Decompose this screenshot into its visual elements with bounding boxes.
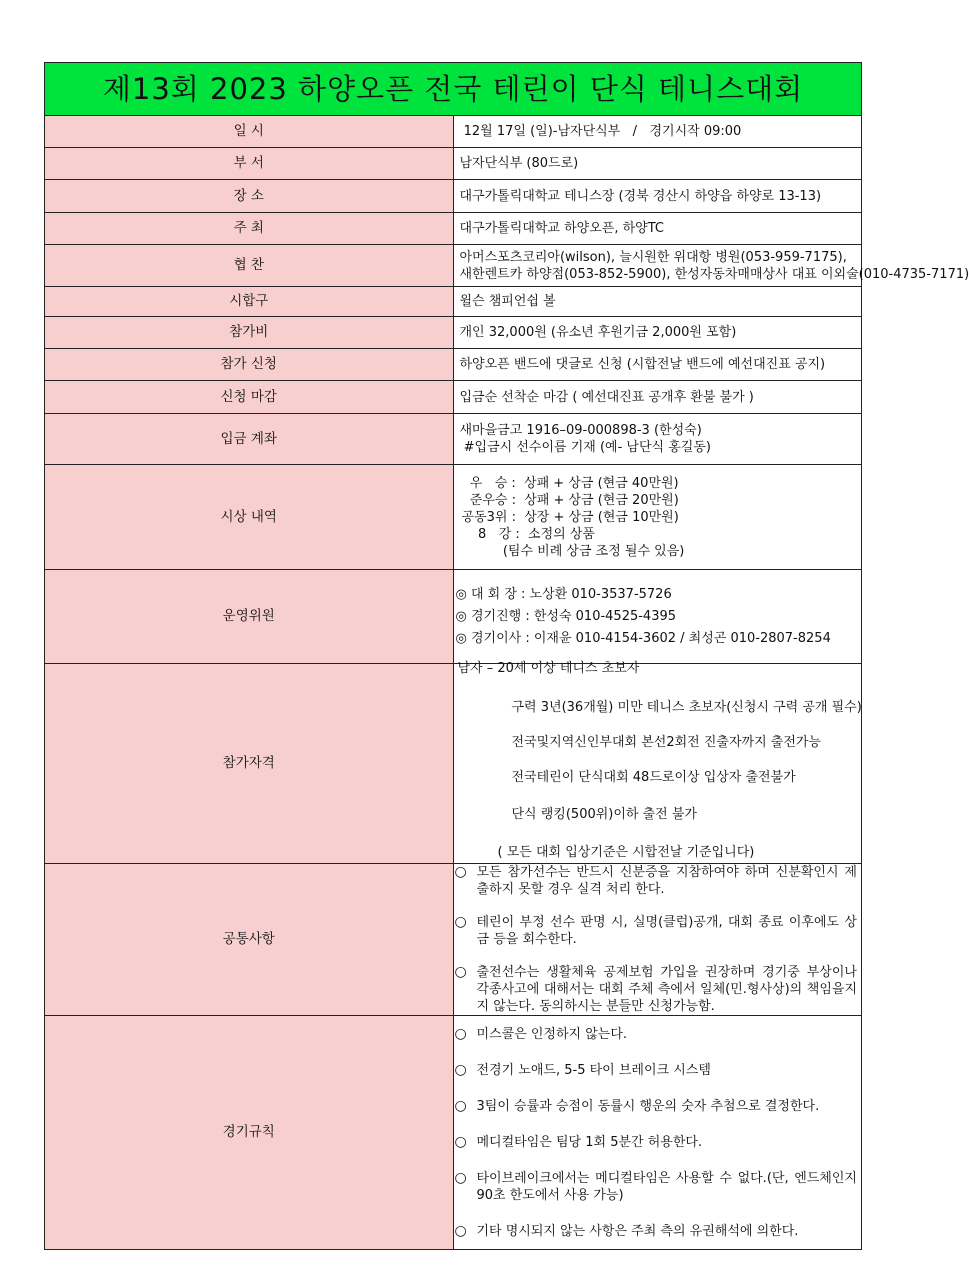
common-item-text: 출전선수는 생활체육 공제보험 가입을 권장하며 경기중 부상이나 각종사고에 대해서는 대회 주체 측에서 일체(민.형사상)의 책임을지지 않는다. 동의하시는 분들만 신청가능함. (476, 965, 857, 1014)
sponsor-line: 아머스포츠코리아(wilson), 늘시원한 위대항 병원(053-959-7175), (459, 249, 847, 265)
rule-item-text: 미스콜은 인정하지 않는다. (476, 1026, 628, 1042)
page-title: 제13회 2023 하양오픈 전국 테린이 단식 테니스대회 (45, 63, 862, 116)
qualification-summary: 남자 – 20세 이상 테니스 초보자 (457, 661, 640, 676)
account-note: #입금시 선수이름 기재 (예- 남단식 홍길동) (459, 440, 711, 455)
circle-bullet-icon: ○ (454, 864, 467, 880)
sponsor-label: 협 찬 (45, 245, 454, 287)
ball-label: 시합구 (45, 287, 454, 317)
common-item-text: 테린이 부정 선수 판명 시, 실명(클럽)공개, 대회 종료 이후에도 상금 등을 회수한다. (476, 915, 857, 947)
common-item-text: 모든 참가선수는 반드시 신분증을 지참하여야 하며 신분확인시 제출하지 못할 경우 실격 처리 한다. (476, 865, 857, 897)
common-label: 공통사항 (45, 864, 454, 1016)
prize-line: 공동3위 : 상장 + 상금 (현금 10만원) (461, 509, 679, 525)
prize-line: 준우승 : 상패 + 상금 (현금 20만원) (461, 492, 679, 508)
division-label: 부 서 (45, 148, 454, 180)
tournament-notice (44, 62, 969, 1250)
host-label: 주 최 (45, 213, 454, 245)
prize-line: 우 승 : 상패 + 상금 (현금 40만원) (461, 475, 679, 491)
qualification-item: 단식 랭킹(500위)이하 출전 불가 (511, 807, 697, 822)
prize-note: (팀수 비례 상금 조정 될수 있음) (461, 543, 685, 559)
circle-bullet-icon: ○ (454, 914, 467, 930)
rule-item (455, 1026, 862, 1043)
deadline-value: 입금순 선착순 마감 ( 예선대진표 공개후 환불 불가 ) (453, 381, 862, 414)
notice-table (44, 62, 969, 1250)
prize-line: 8 강 : 소정의 상품 (461, 526, 595, 542)
rule-item (455, 1098, 862, 1115)
circle-bullet-icon: ○ (454, 1133, 467, 1150)
circle-bullet-icon: ○ (454, 1097, 467, 1114)
committee-member: ◎ 대 회 장 : 노상환 010-3537-5726 (455, 586, 672, 602)
rule-item-text: 기타 명시되지 않는 사항은 주최 측의 유권해석에 의한다. (476, 1223, 799, 1239)
common-item (455, 864, 862, 898)
committee-member: ◎ 경기진행 : 한성숙 010-4525-4395 (455, 608, 677, 624)
ball-value: 윌슨 챔피언쉽 볼 (453, 287, 862, 317)
circle-bullet-icon: ○ (454, 1025, 467, 1042)
qualification-label: 참가자격 (45, 664, 454, 864)
account-line: 새마을금고 1916–09-000898-3 (한성숙) (459, 423, 702, 438)
rules-label: 경기규칙 (45, 1016, 454, 1250)
prizes-label: 시상 내역 (45, 465, 454, 570)
common-item (455, 964, 862, 1015)
venue-label: 장 소 (45, 180, 454, 213)
host-value: 대구가톨릭대학교 하양오픈, 하양TC (453, 213, 862, 245)
common-item (455, 914, 862, 948)
date-value: 12월 17일 (일)-남자단식부 / 경기시작 09:00 (459, 124, 742, 139)
rule-item (455, 1223, 862, 1240)
rule-item (455, 1170, 862, 1204)
deadline-label: 신청 마감 (45, 381, 454, 414)
fee-label: 참가비 (45, 317, 454, 349)
apply-value: 하양오픈 밴드에 댓글로 신청 (시합전날 밴드에 예선대진표 공지) (453, 349, 862, 381)
committee-member: ◎ 경기이사 : 이재윤 010-4154-3602 / 최성곤 010-2807-8254 (455, 630, 831, 646)
committee-label: 운영위원 (45, 570, 454, 664)
rule-item (455, 1134, 862, 1151)
circle-bullet-icon: ○ (454, 1222, 467, 1239)
qualification-note: ( 모든 대회 입상기준은 시합전날 기준입니다) (497, 845, 755, 860)
sponsor-line: 새한렌트카 하양점(053-852-5900), 한성자동차매매상사 대표 이외술(010-4735-7171) (459, 266, 969, 282)
qualification-item: 구력 3년(36개월) 미만 테니스 초보자(신청시 구력 공개 필수) (511, 700, 862, 715)
rule-item (455, 1062, 862, 1079)
account-label: 입금 계좌 (45, 414, 454, 465)
rule-item-text: 전경기 노애드, 5-5 타이 브레이크 시스템 (476, 1062, 711, 1078)
date-label: 일 시 (45, 116, 454, 148)
rule-item-text: 타이브레이크에서는 메디컬타임은 사용할 수 없다.(단, 엔드체인지 90초 한도에서 사용 가능) (476, 1170, 857, 1203)
circle-bullet-icon: ○ (454, 1061, 467, 1078)
circle-bullet-icon: ○ (454, 964, 467, 980)
venue-value: 대구가톨릭대학교 테니스장 (경북 경산시 하양읍 하양로 13-13) (453, 180, 862, 213)
rule-item-text: 3팀이 승률과 승점이 동률시 행운의 숫자 추첨으로 결정한다. (476, 1098, 820, 1114)
qualification-item: 전국테린이 단식대회 48드로이상 입상자 출전불가 (511, 770, 796, 785)
fee-value: 개인 32,000원 (유소년 후원기금 2,000원 포함) (453, 317, 862, 349)
circle-bullet-icon: ○ (454, 1169, 467, 1186)
qualification-item: 전국및지역신인부대회 본선2회전 진출자까지 출전가능 (511, 735, 822, 750)
division-value: 남자단식부 (80드로) (453, 148, 862, 180)
apply-label: 참가 신청 (45, 349, 454, 381)
rule-item-text: 메디컬타임은 팀당 1회 5분간 허용한다. (476, 1134, 703, 1150)
